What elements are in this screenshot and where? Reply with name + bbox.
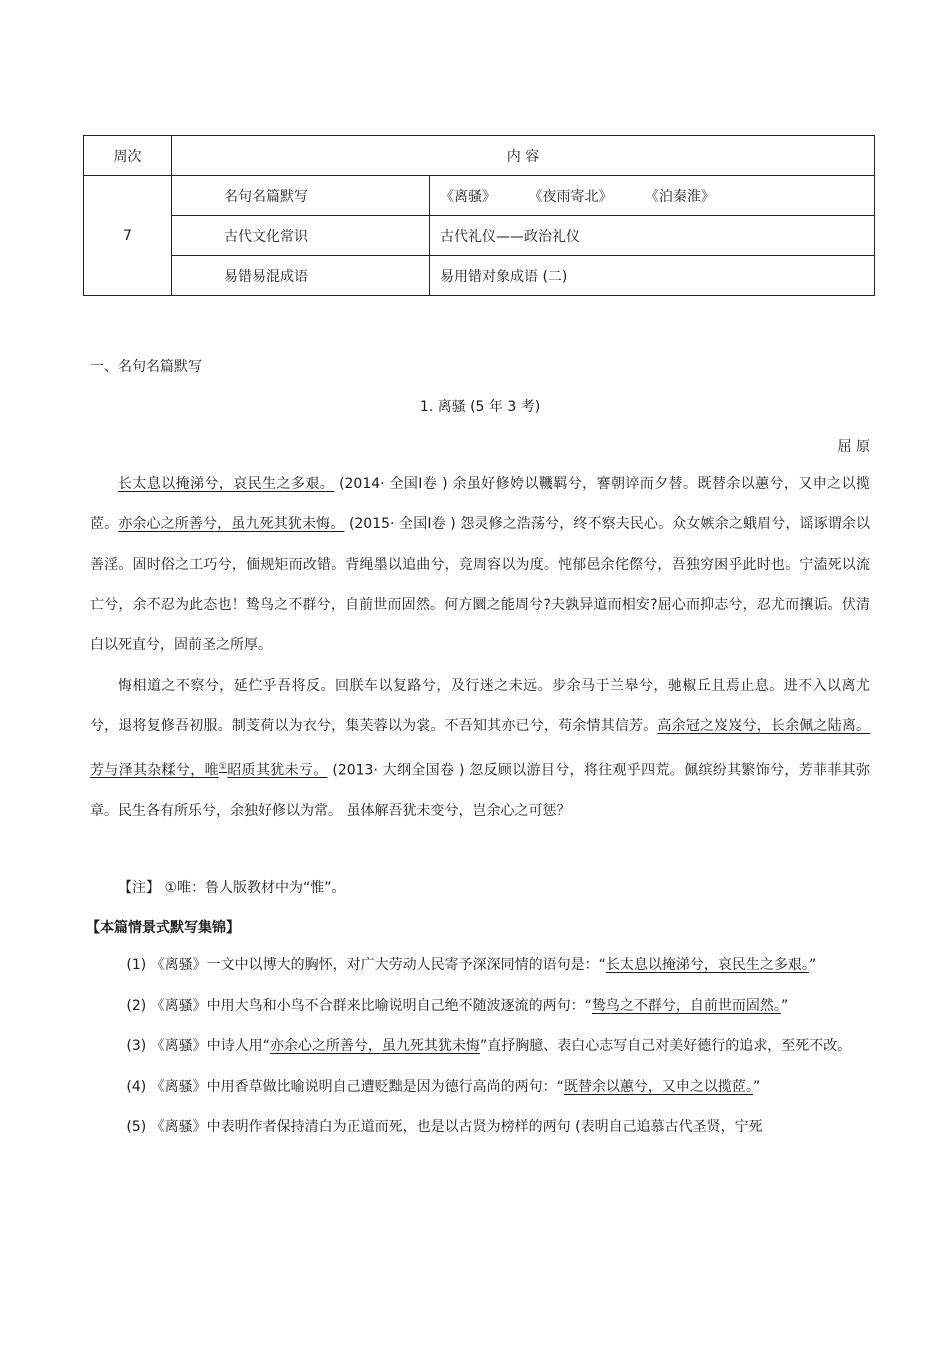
title-boqinhuai: 《泊秦淮》 [644,188,715,205]
text-span: (2013· 大纲全国卷 ) 忽反顾以游目兮，将往观乎四荒。佩缤纷其繁饰兮，芳菲菲其弥章。民生各有所乐兮，余独好修以为常。 虽体解吾犹未变兮，岂余心之可惩？ [90,762,871,819]
collection-heading: 【本篇情景式默写集锦】 [86,920,240,936]
question-text: (4) 《离骚》中用香草做比喻说明自己遭贬黜是因为德行高尚的两句：“ [126,1078,564,1095]
text-span: (2015· 全国Ⅰ卷 ) 怨灵修之浩荡兮，终不察夫民心。众女嫉余之蛾眉兮，谣诼谓余以善淫。固时俗之工巧兮，偭规矩而改错。背绳墨以追曲兮，竞周容以为度。忳郁邑余侘傺兮，吾独穷困乎此时也。宁溘死以流亡兮，余不忍为此态也！鸷鸟之不群兮，自前世而固然。何方圜之能周兮?夫孰异道而相安?屈心而抑志兮，忍尤而攘诟。伏清白以死直兮，固前圣之所厚。 [90,516,870,654]
schedule-table [83,135,875,296]
table-row [84,176,875,216]
famous-line: 长太息以掩涕兮，哀民生之多艰。 [118,476,335,492]
question-text: (5) 《离骚》中表明作者保持清白为正道而死，也是以古贤为榜样的两句 (表明自己追慕古代圣贤，宁死 [126,1119,763,1135]
table-row [84,216,875,256]
poem-title: 1. 离骚 (5 年 3 考) [419,399,541,415]
answer-text: 长太息以掩涕兮，哀民生之多艰。 [605,957,809,973]
table-header-row [84,136,875,176]
detail-cell: 易用错对象成语 (二) [430,256,875,296]
question-text: (1) 《离骚》一文中以博大的胸怀，对广大劳动人民寄予深深同情的语句是：“ [126,957,606,973]
poem-paragraph-1 [90,464,870,665]
category-cell: 古代文化常识 [172,216,430,256]
answer-text: 鸷鸟之不群兮，自前世而固然。 [591,997,781,1014]
famous-line: 亦余心之所善兮，虽九死其犹未悔。 [118,516,345,533]
exercise-list [90,945,870,1148]
list-item [90,1067,870,1108]
answer-text: 既替余以蕙兮，又申之以揽茝。 [563,1078,753,1095]
answer-text: 亦余心之所善兮，虽九死其犹未悔 [269,1038,480,1054]
poem-author: 屈 原 [837,439,870,455]
question-text: ” [780,997,789,1014]
category-cell: 易错易混成语 [172,256,430,296]
question-text: (3) 《离骚》中诗人用“ [126,1038,270,1054]
title-liSao: 《离骚》 [440,188,496,205]
question-text: (2) 《离骚》中用大鸟和小鸟不合群来比喻说明自己绝不随波逐流的两句：“ [126,997,592,1014]
list-item [90,1026,870,1067]
content-header: 内 容 [172,136,875,176]
title-yeyu: 《夜雨寄北》 [528,188,613,205]
table-row [84,256,875,296]
text-span: 悔相道之不察兮，延伫乎吾将反。回朕车以复路兮，及行迷之未远。步余马于兰皋兮，驰椒丘且焉止息。进不入以离尤兮，退将复修吾初服。制芰荷以为衣兮，集芙蓉以为裳。不吾知其亦已兮，苟余情其信芳。 [90,678,870,735]
footnote-marker: ① [218,761,228,772]
footnote: 【注】 ①唯：鲁人版教材中为“惟”。 [118,880,346,896]
section-heading: 一、名句名篇默写 [90,359,202,375]
famous-line: 昭质其犹未亏。 [227,762,328,779]
poem-paragraph-2 [90,666,870,831]
detail-cell [430,176,875,216]
text-span: (2014· 全国Ⅰ卷 ) 余虽好修姱以鞿羁兮，謇朝谇而夕替。既替余以蕙兮，又申之以揽茝。 [90,476,871,533]
question-text: ” [808,957,817,973]
question-text: ” [752,1078,761,1095]
week-header: 周次 [84,136,172,176]
list-item [90,945,870,986]
famous-line: 高余冠之岌岌兮，长余佩之陆离。芳与泽其杂糅兮，唯 [90,718,870,779]
list-item [90,1107,870,1148]
category-cell: 名句名篇默写 [172,176,430,216]
question-text: ”直抒胸臆、表白心志写自己对美好德行的追求，至死不改。 [479,1038,852,1054]
list-item [90,986,870,1027]
week-number: 7 [84,176,172,296]
detail-cell: 古代礼仪——政治礼仪 [430,216,875,256]
